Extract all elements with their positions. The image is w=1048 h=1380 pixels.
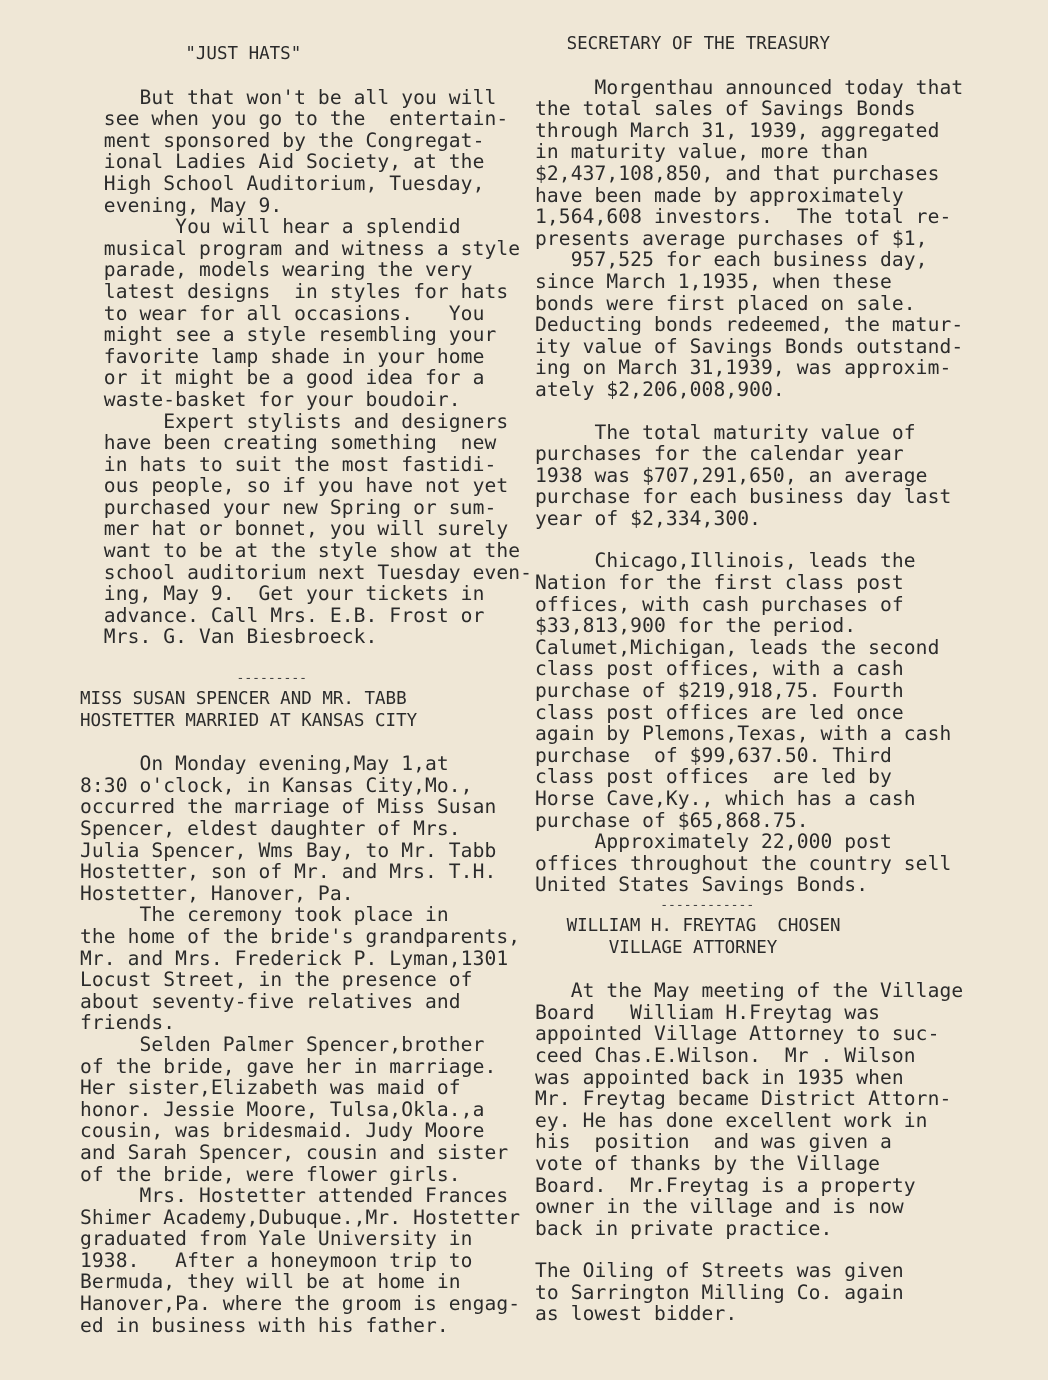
heading-line: VILLAGE ATTORNEY: [535, 937, 778, 958]
paragraph-spacer: [535, 401, 1005, 422]
heading-line: "JUST HATS": [80, 44, 302, 64]
text-line: Hostetter, Hanover, Pa.: [80, 881, 354, 905]
text-line: Shimer Academy,Dubuque.,Mr. Hostetter: [80, 1205, 521, 1229]
text-line: Approximately 22,000 post: [535, 830, 892, 854]
text-line: At the May meeting of the Village: [535, 979, 964, 1003]
text-line: evening, May 9.: [80, 193, 283, 217]
text-line: ous people, so if you have not yet: [80, 474, 509, 498]
article-paragraph: [535, 550, 1005, 896]
text-line: honor. Jessie Moore, Tulsa,Okla.,a: [80, 1097, 485, 1121]
text-line: waste-basket for your boudoir.: [80, 387, 461, 411]
text-line: On Monday evening,May 1,at: [80, 752, 449, 776]
text-line: advance. Call Mrs. E.B. Frost or: [80, 603, 485, 627]
text-line: appointed Village Attorney to suc-: [535, 1022, 940, 1046]
text-line: in maturity value, more than: [535, 140, 869, 164]
text-line: ceed Chas.E.Wilson. Mr . Wilson: [535, 1043, 916, 1067]
left-column: [80, 44, 545, 1336]
heading-line: HOSTETTER MARRIED AT KANSAS CITY: [80, 710, 418, 731]
article-paragraph: [535, 980, 1005, 1239]
text-line: mer hat or bonnet, you will surely: [80, 517, 509, 541]
text-line: musical program and witness a style: [80, 236, 521, 260]
text-line: 957,525 for each business day,: [535, 248, 928, 272]
article-paragraph: [80, 753, 545, 1336]
text-line: The ceremony took place in: [80, 903, 449, 927]
text-line: was appointed back in 1935 when: [535, 1065, 904, 1089]
section-divider: [535, 896, 1005, 916]
text-line: the total sales of Savings Bonds: [535, 97, 916, 121]
text-line: friends.: [80, 1011, 176, 1035]
text-line: have been creating something new: [80, 431, 497, 455]
paragraph-spacer: [535, 959, 1005, 980]
article-paragraph: [535, 1260, 1005, 1325]
text-line: Deducting bonds redeemed, the matur-: [535, 313, 964, 337]
text-line: his position and was given a: [535, 1130, 892, 1154]
text-line: to wear for all occasions. You: [80, 301, 485, 325]
text-line: or it might be a good idea for a: [80, 366, 485, 390]
text-line: ity value of Savings Bonds outstand-: [535, 334, 964, 358]
text-line: Her sister,Elizabeth was maid of: [80, 1076, 461, 1100]
text-line: ment sponsored by the Congregat-: [80, 128, 485, 152]
text-line: latest designs in styles for hats: [80, 279, 509, 303]
text-line: have been made by approximately: [535, 183, 904, 207]
text-line: class post offices, with a cash: [535, 657, 904, 681]
text-line: Locust Street, in the presence of: [80, 968, 473, 992]
paragraph-spacer: [80, 732, 545, 753]
right-column: [535, 34, 1005, 1325]
divider-line: ------------: [535, 897, 755, 913]
text-line: of the bride, gave her in marriage.: [80, 1054, 497, 1078]
heading-line: MISS SUSAN SPENCER AND MR. TABB: [80, 689, 407, 710]
text-line: since March 1,1935, when these: [535, 269, 892, 293]
text-line: in hats to suit the most fastidi-: [80, 452, 497, 476]
text-line: Mr. Freytag became District Attorn-: [535, 1087, 952, 1111]
text-line: class post offices are led once: [535, 700, 904, 724]
text-line: Hanover,Pa. where the groom is engag-: [80, 1292, 521, 1316]
paragraph-spacer: [80, 66, 545, 87]
text-line: Bermuda, they will be at home in: [80, 1270, 461, 1294]
heading-line: WILLIAM H. FREYTAG CHOSEN: [535, 915, 841, 936]
text-line: ing on March 31,1939, was approxim-: [535, 356, 952, 380]
article-heading: [80, 44, 545, 66]
text-line: bonds were first placed on sale.: [535, 291, 916, 315]
text-line: the home of the bride's grandparents,: [80, 924, 521, 948]
article-paragraph: [80, 87, 545, 648]
text-line: year of $2,334,300.: [535, 506, 762, 530]
text-line: Board William H.Freytag was: [535, 1000, 880, 1024]
text-line: 1938 was $707,291,650, an average: [535, 463, 928, 487]
text-line: might see a style resembling your: [80, 323, 497, 347]
divider-line: ---------: [80, 671, 307, 687]
text-line: Morgenthau announced today that: [535, 75, 964, 99]
text-line: ey. He has done excellent work in: [535, 1108, 928, 1132]
text-line: vote of thanks by the Village: [535, 1151, 880, 1175]
article-heading: [535, 916, 1005, 959]
text-line: Selden Palmer Spencer,brother: [80, 1032, 485, 1056]
text-line: class post offices are led by: [535, 765, 892, 789]
text-line: Calumet,Michigan, leads the second: [535, 635, 940, 659]
text-line: Mrs. Hostetter attended Frances: [80, 1184, 509, 1208]
text-line: purchased your new Spring or sum-: [80, 495, 497, 519]
text-line: Horse Cave,Ky., which has a cash: [535, 787, 916, 810]
text-line: parade, models wearing the very: [80, 258, 473, 282]
text-line: as lowest bidder.: [535, 1302, 738, 1326]
text-line: $2,437,108,850, and that purchases: [535, 161, 940, 185]
text-line: ional Ladies Aid Society, at the: [80, 150, 485, 174]
text-line: want to be at the style show at the: [80, 539, 521, 563]
article-paragraph: [535, 77, 1005, 401]
text-line: and Sarah Spencer, cousin and sister: [80, 1140, 509, 1164]
text-line: Chicago,Illinois, leads the: [535, 549, 916, 573]
text-line: ing, May 9. Get your tickets in: [80, 582, 485, 606]
text-line: occurred the marriage of Miss Susan: [80, 795, 497, 819]
text-line: purchase for each business day last: [535, 485, 952, 509]
paragraph-spacer: [80, 648, 545, 669]
text-line: offices throughout the country sell: [535, 851, 952, 875]
paragraph-spacer: [535, 56, 1005, 77]
text-line: Spencer, eldest daughter of Mrs.: [80, 817, 461, 840]
text-line: offices, with cash purchases of: [535, 592, 904, 616]
text-line: ately $2,206,008,900.: [535, 377, 785, 401]
text-line: again by Plemons,Texas, with a cash: [535, 722, 952, 746]
article-heading: [535, 34, 1005, 56]
text-line: presents average purchases of $1,: [535, 226, 928, 250]
text-line: United States Savings Bonds.: [535, 873, 869, 897]
text-line: purchase of $219,918,75. Fourth: [535, 679, 904, 703]
text-line: 1938. After a honeymoon trip to: [80, 1248, 473, 1272]
text-line: see when you go to the entertain-: [80, 107, 509, 131]
text-line: The total maturity value of: [535, 420, 916, 444]
text-line: Board. Mr.Freytag is a property: [535, 1173, 916, 1197]
text-line: purchase of $65,868.75.: [535, 808, 809, 832]
text-line: Hostetter, son of Mr. and Mrs. T.H.: [80, 860, 497, 884]
text-line: Nation for the first class post: [535, 571, 904, 595]
text-line: Mr. and Mrs. Frederick P. Lyman,1301: [80, 946, 509, 970]
text-line: purchases for the calendar year: [535, 442, 904, 466]
article-paragraph: [535, 422, 1005, 530]
paragraph-spacer: [535, 529, 1005, 550]
text-line: purchase of $99,637.50. Third: [535, 743, 892, 767]
text-line: of the bride, were flower girls.: [80, 1162, 461, 1186]
text-line: school auditorium next Tuesday even-: [80, 560, 533, 584]
text-line: ed in business with his father.: [80, 1313, 449, 1337]
text-line: But that won't be all you will: [80, 85, 497, 109]
text-line: to Sarrington Milling Co. again: [535, 1280, 904, 1304]
text-line: owner in the village and is now: [535, 1195, 904, 1219]
text-line: $33,813,900 for the period.: [535, 614, 857, 638]
text-line: 8:30 o'clock, in Kansas City,Mo.,: [80, 773, 473, 797]
text-line: about seventy-five relatives and: [80, 989, 461, 1013]
text-line: cousin, was bridesmaid. Judy Moore: [80, 1119, 485, 1143]
heading-line: SECRETARY OF THE TREASURY: [535, 34, 831, 54]
paragraph-spacer: [535, 1239, 1005, 1260]
text-line: through March 31, 1939, aggregated: [535, 118, 940, 142]
text-line: 1,564,608 investors. The total re-: [535, 205, 952, 229]
text-line: The Oiling of Streets was given: [535, 1259, 904, 1283]
text-line: Mrs. G. Van Biesbroeck.: [80, 625, 378, 649]
text-line: Expert stylists and designers: [80, 409, 509, 433]
text-line: You will hear a splendid: [80, 215, 461, 239]
section-divider: [80, 669, 545, 689]
article-heading: [80, 689, 545, 732]
text-line: favorite lamp shade in your home: [80, 344, 485, 368]
text-line: graduated from Yale University in: [80, 1227, 473, 1251]
text-line: back in private practice.: [535, 1216, 833, 1240]
text-line: High School Auditorium, Tuesday,: [80, 171, 485, 195]
text-line: Julia Spencer, Wms Bay, to Mr. Tabb: [80, 838, 497, 862]
